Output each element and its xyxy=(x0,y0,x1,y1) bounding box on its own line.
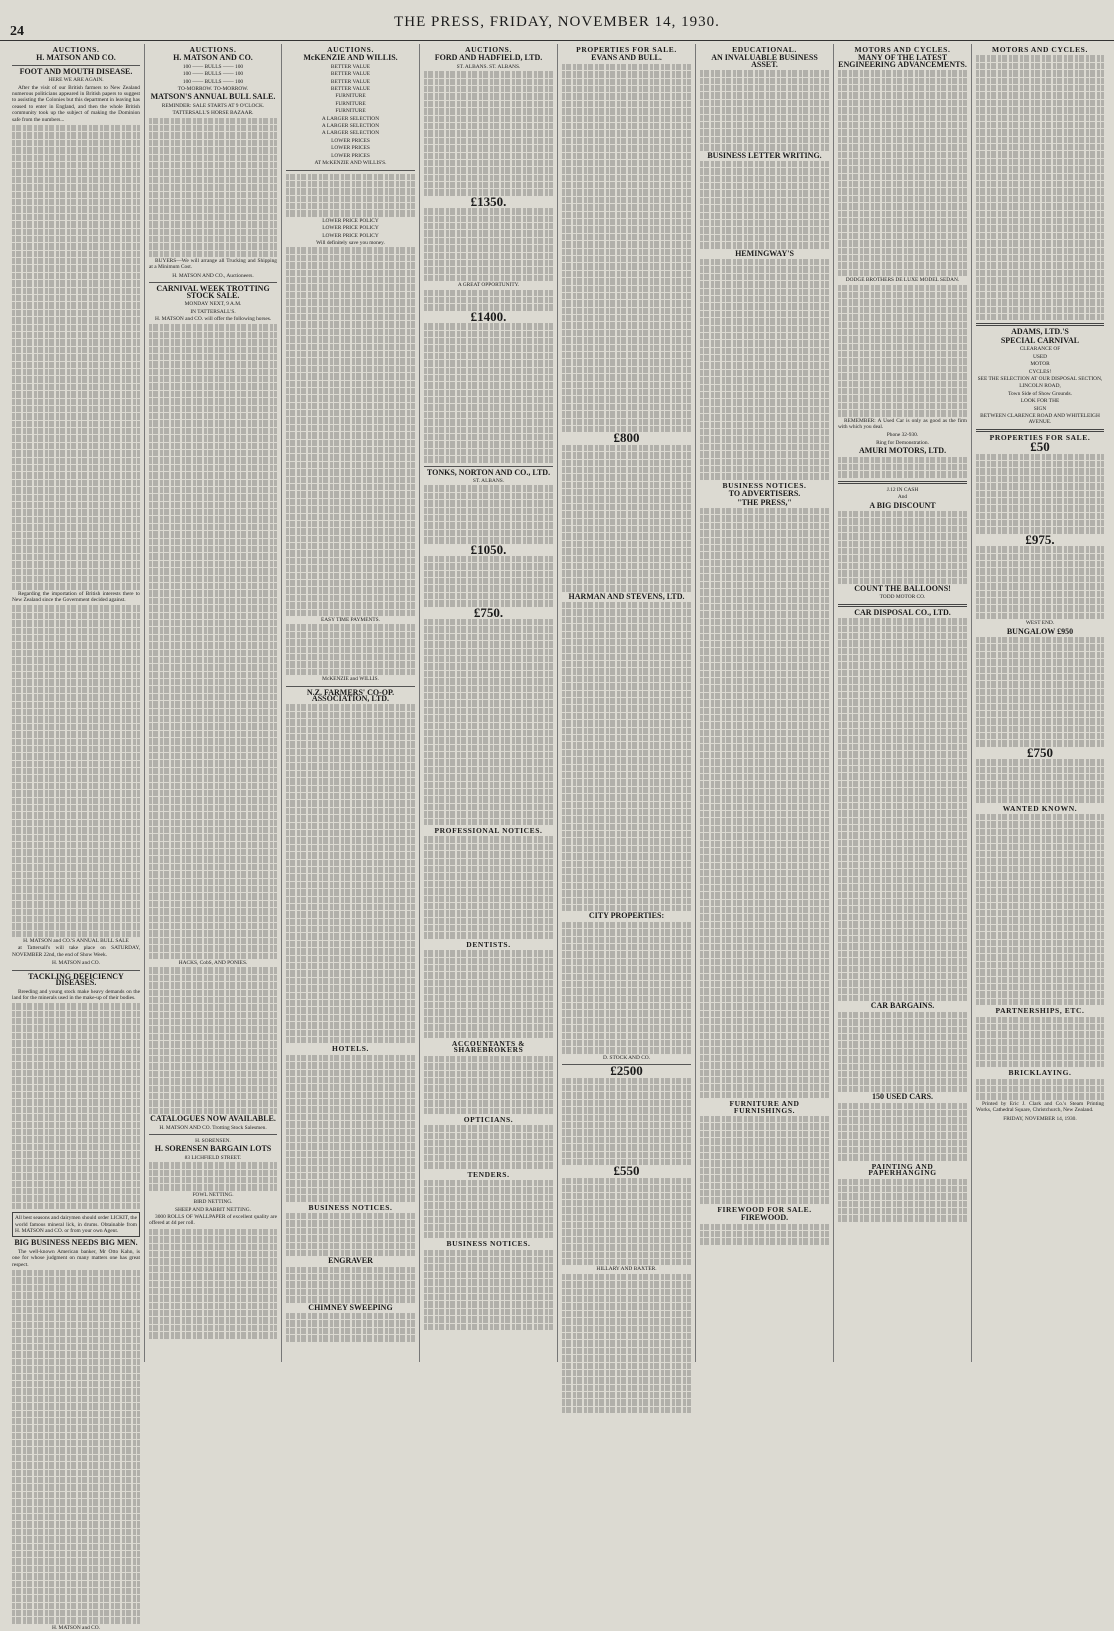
notice-text xyxy=(424,1250,553,1330)
listing-text xyxy=(424,290,553,311)
divider xyxy=(286,170,415,171)
section-heading: PROPERTIES FOR SALE. xyxy=(989,432,1091,442)
ad-line: Will definitely save you money. xyxy=(316,240,385,247)
place: ST. ALBANS. ST. ALBANS. xyxy=(456,63,521,70)
section-heading: BRICKLAYING. xyxy=(1008,1068,1072,1078)
section-heading: EDUCATIONAL. xyxy=(732,45,797,54)
bulls-line: 100 —— BULLS —— 100 xyxy=(182,78,244,85)
price: £550 xyxy=(613,1163,640,1179)
buyers-note: BUYERS—We will arrange all Trucking and Shipping at a Minimum Cost. xyxy=(149,258,277,271)
column-5 xyxy=(558,44,696,1362)
firm-name: EVANS AND BULL. xyxy=(591,53,662,63)
newspaper-title: THE PRESS, FRIDAY, NOVEMBER 14, 1930. xyxy=(394,14,720,30)
column-1 xyxy=(8,44,145,1631)
ad-title: "THE PRESS," xyxy=(737,497,792,507)
catalogues: CATALOGUES NOW AVAILABLE. xyxy=(150,1114,276,1124)
price: £750. xyxy=(473,604,504,620)
ad-line: BETWEEN CLARENCE ROAD AND WHITELEIGH AVENUE. xyxy=(980,412,1100,426)
divider xyxy=(838,481,967,484)
divider xyxy=(976,323,1104,326)
notice-heading: H. MATSON and CO.'S ANNUAL BULL SALE xyxy=(23,938,129,945)
signoff: H. MATSON and CO. xyxy=(51,960,101,967)
ad-title: MANY OF THE LATEST ENGINEERING ADVANCEMENTS. xyxy=(838,53,967,69)
firm-name: TONKS, NORTON AND CO., LTD. xyxy=(426,467,551,477)
signoff: H. MATSON AND CO., Auctioneers. xyxy=(172,272,254,279)
article-text xyxy=(12,605,140,937)
ad-text xyxy=(149,118,277,257)
article-paragraph: The well-known American banker, Mr Otto Kahn, is one for whose judgment on many matters one has great respect. xyxy=(12,1248,140,1268)
ad-line: FURNITURE xyxy=(335,108,366,115)
ad-line: LINCOLN ROAD, xyxy=(1019,383,1061,390)
listing-text xyxy=(424,71,553,196)
ad-title: AN INVALUABLE BUSINESS ASSET. xyxy=(711,53,818,69)
headline: TACKLING DEFICIENCY DISEASES. xyxy=(28,971,124,988)
ad-title: A BIG DISCOUNT xyxy=(869,500,936,510)
listing-text xyxy=(562,1078,691,1166)
section-heading: PARTNERSHIPS, ETC. xyxy=(995,1006,1085,1016)
listing-text xyxy=(562,445,691,592)
ad-line: CYCLES! xyxy=(1028,368,1052,375)
article-text xyxy=(12,125,140,590)
ad-line: BETTER VALUE xyxy=(330,63,371,70)
ad-line: LOWER PRICES xyxy=(331,137,370,144)
firm-name: McKENZIE AND WILLIS. xyxy=(303,53,398,63)
listing-text xyxy=(562,1274,691,1413)
offer-intro: H. MATSON and CO. will offer the following horses. xyxy=(155,315,272,322)
listing-heading: A GREAT OPPORTUNITY. xyxy=(457,282,520,289)
firm-name: H. MATSON AND CO. xyxy=(36,53,116,63)
ad-line: MOTOR xyxy=(1030,361,1050,368)
section-heading: BUSINESS NOTICES. xyxy=(446,1239,531,1249)
article-paragraph: After the visit of our British farmers to New Zealand numerous politicians appeared in British papers to suggest to assisting the Colonies but this department in leaving has ceased to enter in England, and then the whole British community took up the subject of making the Dominion safe from the numbers... xyxy=(12,84,140,123)
notice-body: at Tattersall's will take place on SATURDAY, NOVEMBER 22nd, the end of Show Week. xyxy=(12,945,140,958)
tomorrow-line: TO-MORROW. TO-MORROW. xyxy=(177,86,249,93)
item-list xyxy=(286,247,415,616)
listing-heading: CITY PROPERTIES: xyxy=(588,911,665,921)
ring: Ring for Demonstration. xyxy=(876,439,929,446)
ad-text xyxy=(286,704,415,1043)
ad-title: FIREWOOD. xyxy=(740,1213,789,1223)
section-heading: FIREWOOD FOR SALE. xyxy=(717,1204,812,1214)
ad-title: SPECIAL CARNIVAL xyxy=(1000,335,1080,345)
divider xyxy=(12,65,140,66)
listing-text xyxy=(424,556,553,607)
section-heading: DENTISTS. xyxy=(466,939,511,949)
listing-text xyxy=(424,619,553,825)
section-heading: ACCOUNTANTS & SHAREBROKERS xyxy=(451,1038,526,1055)
notice-text xyxy=(976,814,1104,1005)
listing-text xyxy=(976,759,1104,802)
listing-text xyxy=(424,208,553,281)
ad-text xyxy=(286,174,415,217)
ad-title: ENGRAVER xyxy=(328,1256,373,1266)
notice-text xyxy=(286,1313,415,1342)
notice-text xyxy=(424,1180,553,1238)
ad-text xyxy=(149,1229,277,1339)
ad-line: USED xyxy=(1032,353,1048,360)
article-paragraph: Regarding the importation of British interests there to New Zealand since the Government decided against. xyxy=(12,590,140,604)
section-heading: BUSINESS NOTICES. xyxy=(722,480,807,490)
ad-line: And xyxy=(897,494,908,501)
horse-list xyxy=(149,324,277,959)
price: £750 xyxy=(1027,744,1053,760)
ad-line: J.12 IN CASH xyxy=(886,486,919,493)
reminder: REMINDER: SALE STARTS AT 9 O'CLOCK. xyxy=(161,102,265,109)
notice-text xyxy=(976,1017,1104,1068)
car-model: DODGE BROTHERS DE LUXE MODEL SEDAN. xyxy=(845,277,960,284)
firm-name: FORD AND HADFIELD, LTD. xyxy=(434,53,543,63)
listing-text xyxy=(424,323,553,462)
section-heading: PAINTING AND PAPERHANGING xyxy=(868,1161,937,1178)
column-6 xyxy=(696,44,834,1362)
payments-table xyxy=(286,624,415,675)
divider xyxy=(838,604,967,607)
section-heading: FURNITURE AND FURNISHINGS. xyxy=(729,1099,800,1115)
masthead xyxy=(0,0,1114,41)
divider xyxy=(286,686,415,687)
notice-text xyxy=(700,1224,829,1245)
ad-line: Town Side of Show Grounds. xyxy=(1008,390,1072,397)
section-heading: MOTORS AND CYCLES. xyxy=(854,45,951,54)
divider xyxy=(149,282,277,283)
article-text xyxy=(12,1003,140,1209)
hacks-heading: HACKS, CobS, AND PONIES. xyxy=(178,959,248,966)
remember-note: REMEMBER: A Used Car is only as good as the firm with which you deal. xyxy=(838,417,967,430)
ad-line: FURNITURE xyxy=(335,93,366,100)
firm-name: N.Z. FARMERS' CO-OP. ASSOCIATION, LTD. xyxy=(306,687,395,703)
ad-text xyxy=(700,161,829,249)
ad-text xyxy=(700,259,829,480)
firm-name: D. STOCK AND CO. xyxy=(602,1054,651,1061)
section-heading: AUCTIONS. xyxy=(189,45,237,54)
column-8 xyxy=(972,44,1108,1362)
ad-line: LOOK FOR THE xyxy=(1020,398,1060,405)
firm-name: HARMAN AND STEVENS, LTD. xyxy=(568,591,685,601)
price: £1050. xyxy=(470,541,507,557)
ad-text xyxy=(149,1162,277,1191)
notice-text xyxy=(424,836,553,938)
ad-title: CAR BARGAINS. xyxy=(870,1001,935,1011)
section-heading: AUCTIONS. xyxy=(52,45,100,54)
bulls-line: 100 —— BULLS —— 100 xyxy=(182,63,244,70)
product: SHEEP AND RABBIT NETTING. xyxy=(174,1206,252,1213)
notice-text xyxy=(424,950,553,1038)
ad-line: LOWER PRICES xyxy=(331,145,370,152)
address: 83 LICHFIELD STREET. xyxy=(184,1154,242,1161)
listing-text xyxy=(976,637,1104,747)
column-3 xyxy=(282,44,420,1362)
ad-text xyxy=(838,285,967,417)
signoff: H. MATSON and CO. xyxy=(51,1624,101,1631)
ad-line: LOWER PRICE POLICY xyxy=(322,232,379,239)
phone: Phone 32-930. xyxy=(886,432,919,439)
product-note: 3000 ROLLS OF WALLPAPER of excellent quality are offered at 4d per roll. xyxy=(149,1213,277,1227)
subhead: HERE WE ARE AGAIN. xyxy=(48,77,104,84)
ad-line: SEE THE SELECTION AT OUR DISPOSAL SECTION, xyxy=(977,375,1103,382)
horse-list xyxy=(149,967,277,1114)
hotel-text xyxy=(286,1055,415,1202)
headline: BIG BUSINESS NEEDS BIG MEN. xyxy=(14,1238,138,1248)
car-list xyxy=(838,1103,967,1161)
signoff: McKENZIE and WILLIS. xyxy=(322,676,379,683)
ad-line: CLEARANCE OF xyxy=(1019,346,1061,353)
price: £975. xyxy=(1025,531,1055,547)
ad-line: FURNITURE xyxy=(335,100,366,107)
notice-text xyxy=(700,508,829,1098)
firm-name: CAR DISPOSAL CO., LTD. xyxy=(854,607,951,617)
notice-text xyxy=(838,1179,967,1222)
section-heading: MOTORS AND CYCLES. xyxy=(992,45,1088,54)
listing-text xyxy=(424,485,553,543)
firm-name: H. SORENSEN. xyxy=(195,1137,231,1144)
listing-text xyxy=(562,922,691,1054)
section-heading: TENDERS. xyxy=(467,1169,510,1179)
divider xyxy=(424,466,553,467)
imprint-date: FRIDAY, NOVEMBER 14, 1930. xyxy=(1003,1115,1077,1122)
listing-text xyxy=(562,1178,691,1266)
sale-title: CARNIVAL WEEK TROTTING STOCK SALE. xyxy=(156,284,270,300)
ad-line: SIGN xyxy=(1033,405,1047,412)
headline: FOOT AND MOUTH DISEASE. xyxy=(19,66,133,76)
section-heading: HOTELS. xyxy=(332,1044,369,1054)
section-heading: PROPERTIES FOR SALE. xyxy=(576,45,677,54)
listing-heading: BUNGALOW £950 xyxy=(1006,626,1074,636)
ad-line: A LARGER SELECTION xyxy=(321,123,380,130)
notice-text xyxy=(424,1056,553,1114)
ad-text xyxy=(838,457,967,478)
firm-name: TODD MOTOR CO. xyxy=(879,594,926,601)
ad-line: A LARGER SELECTION xyxy=(321,130,380,137)
ad-title: 150 USED CARS. xyxy=(871,1092,934,1102)
price: £2500 xyxy=(610,1063,643,1079)
notice-text xyxy=(424,1125,553,1168)
listing-text xyxy=(976,454,1104,534)
supply-box: All best seasons and dairymen should order LICKIT, the world famous mineral lick, in drums. Obtainable from H. MATSON and CO. or from your own Agent. xyxy=(12,1212,140,1237)
ad-line: A LARGER SELECTION xyxy=(321,115,380,122)
divider xyxy=(149,1134,277,1135)
car-list xyxy=(838,618,967,1001)
notice-text xyxy=(286,1267,415,1303)
notice-text xyxy=(286,1213,415,1256)
section-heading: AUCTIONS. xyxy=(327,45,374,54)
ad-text xyxy=(838,511,967,584)
page-number: 24 xyxy=(10,24,24,39)
ad-line: BETTER VALUE xyxy=(330,86,371,93)
product: FOWL NETTING. xyxy=(192,1191,234,1198)
ad-text xyxy=(700,70,829,150)
ad-title: HEMINGWAY'S xyxy=(735,248,794,258)
ad-line: LOWER PRICE POLICY xyxy=(322,217,379,224)
price: £1400. xyxy=(470,308,507,324)
article-paragraph: Breeding and young stock make heavy demands on the land for the minerals used in the make-up of their bodies. xyxy=(12,988,140,1001)
sale-title: MATSON'S ANNUAL BULL SALE. xyxy=(150,92,276,102)
ad-line: BETTER VALUE xyxy=(330,78,371,85)
section-heading: BUSINESS NOTICES. xyxy=(308,1202,393,1212)
notice-text xyxy=(976,1079,1104,1100)
firm-name: HILLARY AND BAXTER. xyxy=(596,1266,657,1273)
bulls-line: 100 —— BULLS —— 100 xyxy=(182,71,244,78)
ad-title: TO ADVERTISERS. xyxy=(728,489,801,499)
listing-text xyxy=(562,64,691,433)
price: £800 xyxy=(613,430,640,446)
column-2 xyxy=(145,44,282,1362)
listing-text xyxy=(562,602,691,911)
firm-name: H. MATSON AND CO. xyxy=(173,53,253,63)
ad-line: AT McKENZIE AND WILLIS'S. xyxy=(314,160,387,167)
column-7 xyxy=(834,44,972,1362)
ad-text xyxy=(976,55,1104,320)
ad-line: BETTER VALUE xyxy=(330,71,371,78)
columns xyxy=(8,44,1108,1631)
place: ST. ALBANS. xyxy=(472,477,505,484)
ad-line: LOWER PRICES xyxy=(331,152,370,159)
firm-name: AMURI MOTORS, LTD. xyxy=(858,446,947,456)
notice-text xyxy=(700,1116,829,1204)
divider xyxy=(976,429,1104,432)
ad-title: H. SORENSEN BARGAIN LOTS xyxy=(154,1144,272,1154)
venue: TATTERSALL'S HORSE BAZAAR. xyxy=(172,110,254,117)
imprint: Printed by Eric J. Clark and Co.'s Steam Printing Works, Cathedral Square, Christchurch, New Zealand. xyxy=(976,1100,1104,1114)
ad-text xyxy=(838,70,967,276)
listing-heading: WEST END. xyxy=(1025,620,1055,627)
payments-heading: EASY TIME PAYMENTS. xyxy=(320,617,381,623)
ad-title: CHIMNEY SWEEPING xyxy=(308,1302,393,1312)
venue: IN TATTERSALL'S. xyxy=(190,308,236,315)
listing-text xyxy=(976,546,1104,619)
section-heading: AUCTIONS. xyxy=(465,45,512,54)
ad-title: COUNT THE BALLOONS! xyxy=(854,583,951,593)
column-4 xyxy=(420,44,558,1362)
ad-title: BUSINESS LETTER WRITING. xyxy=(707,150,822,160)
section-heading: PROFESSIONAL NOTICES. xyxy=(434,826,543,835)
sale-date: MONDAY NEXT, 9 A.M. xyxy=(184,301,242,308)
section-heading: OPTICIANS. xyxy=(463,1114,514,1124)
price: £50 xyxy=(1030,439,1050,455)
car-list xyxy=(838,1012,967,1092)
section-heading: WANTED KNOWN. xyxy=(1002,803,1078,813)
price: £1350. xyxy=(470,193,507,209)
ad-line: LOWER PRICE POLICY xyxy=(322,225,379,232)
signoff: H. MATSON AND CO. Trotting Stock Salesmen. xyxy=(159,1124,267,1131)
product: BIRD NETTING. xyxy=(193,1199,233,1206)
divider xyxy=(12,970,140,971)
ad-title: ADAMS, LTD.'S xyxy=(1011,327,1069,337)
article-text xyxy=(12,1270,140,1624)
